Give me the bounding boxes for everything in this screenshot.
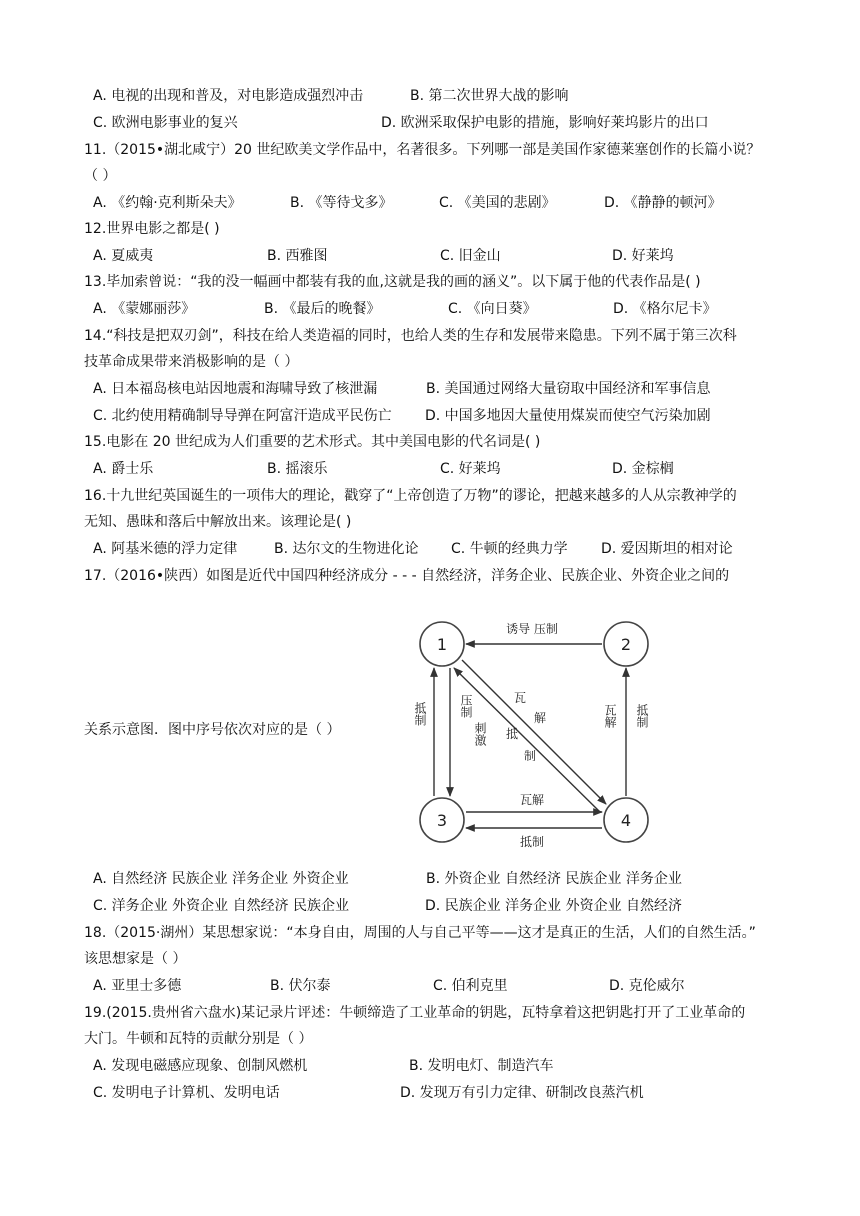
q14-option-c[interactable]: C. 北约使用精确制导导弹在阿富汗造成平民伤亡 bbox=[93, 408, 392, 424]
q13-option-a[interactable]: A. 《蒙娜丽莎》 bbox=[93, 301, 196, 317]
q19-option-c[interactable]: C. 发明电子计算机、发明电话 bbox=[93, 1085, 280, 1101]
label-diag-zhi: 制 bbox=[523, 749, 537, 763]
q18-option-a[interactable]: A. 亚里士多德 bbox=[93, 978, 182, 994]
q17-option-c[interactable]: C. 洋务企业 外资企业 自然经济 民族企业 bbox=[93, 898, 350, 914]
label-collapse-right: 瓦解 bbox=[603, 704, 617, 728]
q18-stem: 18.（2015·湖州）某思想家说：“本身自由，周围的人与自己平等——这才是真正的生活，人们的自然生活。” bbox=[84, 925, 756, 941]
q19-stem-cont: 大门。牛顿和瓦特的贡献分别是（ ） bbox=[84, 1031, 313, 1047]
diagram-node-4-label: 4 bbox=[620, 811, 632, 830]
q17-option-d[interactable]: D. 民族企业 洋务企业 外资企业 自然经济 bbox=[425, 898, 683, 914]
q12-option-d[interactable]: D. 好莱坞 bbox=[612, 248, 674, 264]
q12-stem: 12.世界电影之都是( ) bbox=[84, 221, 220, 237]
q10-option-a[interactable]: A. 电视的出现和普及，对电影造成强烈冲击 bbox=[93, 88, 364, 104]
q11-option-d[interactable]: D. 《静静的顿河》 bbox=[604, 195, 722, 211]
economy-relationship-diagram bbox=[408, 606, 676, 858]
q13-stem: 13.毕加索曾说：“我的没一幅画中都装有我的血,这就是我的画的涵义”。以下属于他的代表作品是( ) bbox=[84, 274, 701, 290]
diagram-node-3-label: 3 bbox=[436, 811, 448, 830]
q14-stem-cont: 技革命成果带来消极影响的是（ ） bbox=[84, 354, 299, 370]
q17-option-b[interactable]: B. 外资企业 自然经济 民族企业 洋务企业 bbox=[426, 871, 682, 887]
label-induce-suppress: 诱导 压制 bbox=[506, 622, 558, 636]
q10-option-c[interactable]: C. 欧洲电影事业的复兴 bbox=[93, 115, 238, 131]
q11-option-c[interactable]: C. 《美国的悲剧》 bbox=[439, 195, 556, 211]
label-stimulate-left: 刺激 bbox=[473, 722, 487, 746]
q11-option-b[interactable]: B. 《等待戈多》 bbox=[290, 195, 393, 211]
label-diag-wa: 瓦 bbox=[513, 691, 527, 705]
q12-option-b[interactable]: B. 西雅图 bbox=[267, 248, 328, 264]
q15-stem: 15.电影在 20 世纪成为人们重要的艺术形式。其中美国电影的代名词是( ) bbox=[84, 434, 541, 450]
q11-stem: 11.（2015•湖北咸宁）20 世纪欧美文学作品中，名著很多。下列哪一部是美国作家德莱塞创作的长篇小说？ bbox=[84, 142, 761, 158]
q18-option-b[interactable]: B. 伏尔泰 bbox=[270, 978, 331, 994]
q17-stem: 17.（2016•陕西）如图是近代中国四种经济成分 - - - 自然经济，洋务企业、民族企业、外资企业之间的 bbox=[84, 568, 730, 584]
q17-option-a[interactable]: A. 自然经济 民族企业 洋务企业 外资企业 bbox=[93, 871, 349, 887]
q14-stem: 14.“科技是把双刃剑”，科技在给人类造福的同时，也给人类的生存和发展带来隐患。下列不属于第三次科 bbox=[84, 328, 737, 344]
label-suppress-left: 压制 bbox=[459, 694, 473, 718]
q19-option-b[interactable]: B. 发明电灯、制造汽车 bbox=[409, 1058, 554, 1074]
diagram-node-1-label: 1 bbox=[436, 635, 448, 654]
q16-option-a[interactable]: A. 阿基米德的浮力定律 bbox=[93, 541, 238, 557]
label-resist-right: 抵制 bbox=[635, 704, 649, 728]
q16-option-b[interactable]: B. 达尔文的生物进化论 bbox=[274, 541, 419, 557]
label-diag-jie: 解 bbox=[533, 711, 547, 725]
q11-stem-cont: （ ） bbox=[84, 168, 117, 184]
q17-stem-cont: 关系示意图．图中序号依次对应的是（ ） bbox=[84, 722, 341, 738]
q18-option-c[interactable]: C. 伯利克里 bbox=[433, 978, 508, 994]
label-resist-bottom: 抵制 bbox=[519, 835, 545, 849]
label-diag-di: 抵 bbox=[505, 727, 519, 741]
q15-option-c[interactable]: C. 好莱坞 bbox=[440, 461, 501, 477]
q19-stem: 19.(2015.贵州省六盘水)某记录片评述：牛顿缔造了工业革命的钥匙，瓦特拿着这把钥匙打开了工业革命的 bbox=[84, 1005, 746, 1021]
q13-option-d[interactable]: D. 《格尔尼卡》 bbox=[613, 301, 717, 317]
q18-option-d[interactable]: D. 克伦威尔 bbox=[609, 978, 685, 994]
q10-option-b[interactable]: B. 第二次世界大战的影响 bbox=[410, 88, 569, 104]
q11-option-a[interactable]: A. 《约翰·克利斯朵夫》 bbox=[93, 195, 242, 211]
label-collapse-bottom: 瓦解 bbox=[519, 793, 545, 807]
label-resist-left: 抵制 bbox=[413, 702, 427, 726]
q16-option-c[interactable]: C. 牛顿的经典力学 bbox=[451, 541, 568, 557]
q12-option-c[interactable]: C. 旧金山 bbox=[440, 248, 501, 264]
q14-option-b[interactable]: B. 美国通过网络大量窃取中国经济和军事信息 bbox=[426, 381, 711, 397]
q16-stem-cont: 无知、愚昧和落后中解放出来。该理论是( ) bbox=[84, 514, 352, 530]
q14-option-d[interactable]: D. 中国多地因大量使用煤炭而使空气污染加剧 bbox=[425, 408, 711, 424]
q18-stem-cont: 该思想家是（ ） bbox=[84, 951, 187, 967]
q13-option-b[interactable]: B. 《最后的晚餐》 bbox=[264, 301, 381, 317]
q19-option-a[interactable]: A. 发现电磁感应现象、创制风燃机 bbox=[93, 1058, 308, 1074]
q15-option-a[interactable]: A. 爵士乐 bbox=[93, 461, 154, 477]
q16-stem: 16.十九世纪英国诞生的一项伟大的理论，戳穿了“上帝创造了万物”的谬论，把越来越多的人从宗教神学的 bbox=[84, 488, 737, 504]
q15-option-b[interactable]: B. 摇滚乐 bbox=[267, 461, 328, 477]
q19-option-d[interactable]: D. 发现万有引力定律、研制改良蒸汽机 bbox=[400, 1085, 644, 1101]
q14-option-a[interactable]: A. 日本福岛核电站因地震和海啸导致了核泄漏 bbox=[93, 381, 378, 397]
q12-option-a[interactable]: A. 夏威夷 bbox=[93, 248, 154, 264]
q13-option-c[interactable]: C. 《向日葵》 bbox=[448, 301, 537, 317]
q16-option-d[interactable]: D. 爱因斯坦的相对论 bbox=[601, 541, 733, 557]
q15-option-d[interactable]: D. 金棕榈 bbox=[612, 461, 674, 477]
q10-option-d[interactable]: D. 欧洲采取保护电影的措施，影响好莱坞影片的出口 bbox=[381, 115, 709, 131]
diagram-node-2-label: 2 bbox=[620, 635, 632, 654]
